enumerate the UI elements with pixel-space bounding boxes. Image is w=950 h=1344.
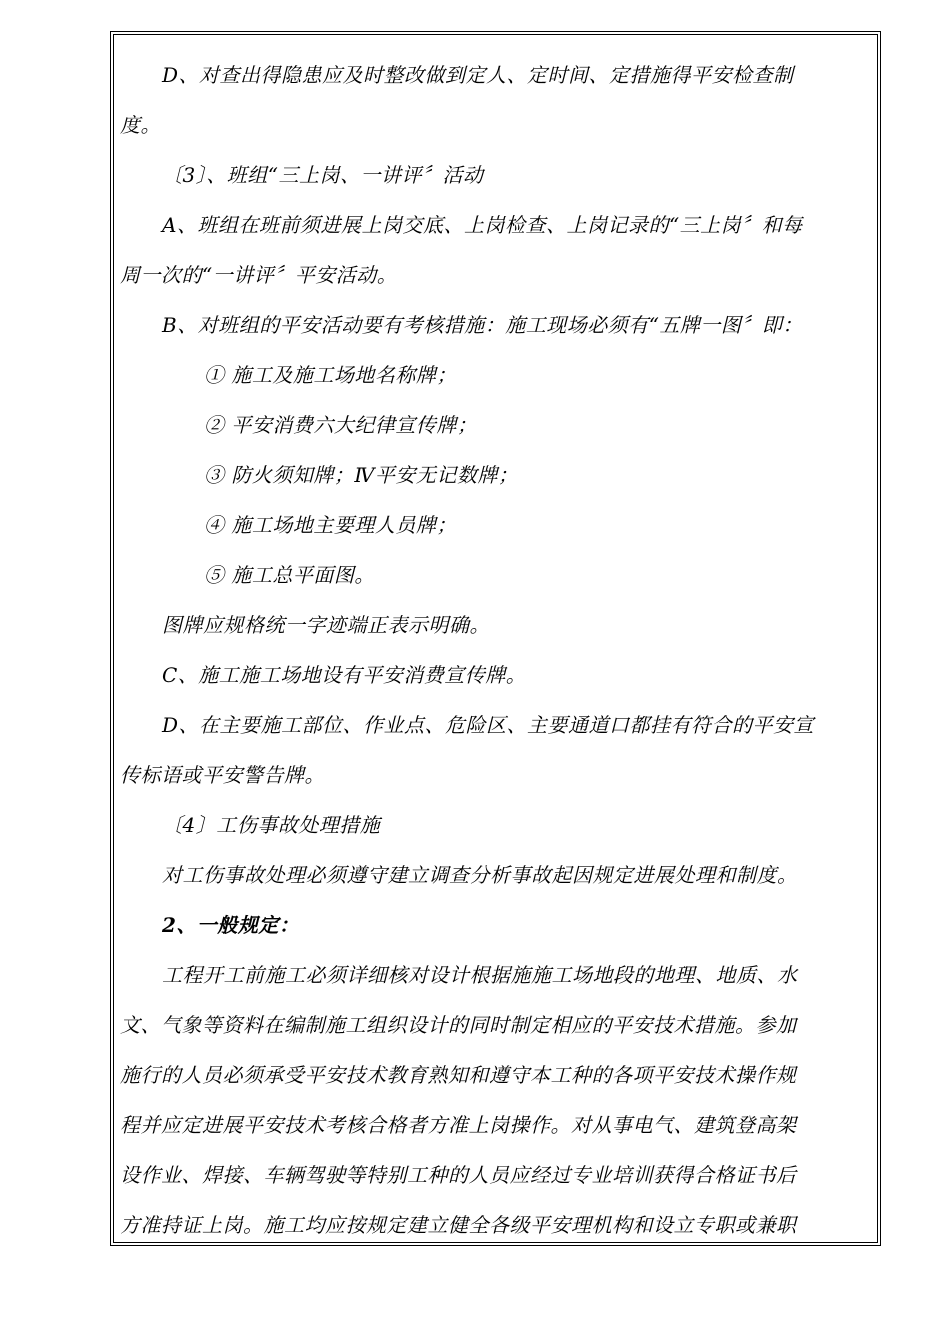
paragraph-line: A、班组在班前须进展上岗交底、上岗检查、上岗记录的“三上岗〞和每 [162,213,803,237]
section-heading: 〔3〕、班组“三上岗、一讲评〞活动 [162,163,484,187]
paragraph-line: 图牌应规格统一字迹端正表示明确。 [162,613,490,637]
paragraph-line: B、对班组的平安活动要有考核措施：施工现场必须有“五牌一图〞即： [162,313,803,337]
paragraph-line: 工程开工前施工必须详细核对设计根据施施工场地段的地理、地质、水 [162,963,798,987]
paragraph-line: 对工伤事故处理必须遵守建立调查分析事故起因规定进展处理和制度。 [162,863,798,887]
section-heading: 〔4〕工伤事故处理措施 [162,813,381,837]
paragraph-line: 传标语或平安警告牌。 [120,763,325,787]
paragraph-line: 施行的人员必须承受平安技术教育熟知和遵守本工种的各项平安技术操作规 [120,1063,797,1087]
list-item: ① 施工及施工场地名称牌； [204,363,457,387]
list-item: ② 平安消费六大纪律宣传牌； [204,413,478,437]
list-item: ⑤ 施工总平面图。 [204,563,375,587]
paragraph-line: 文、气象等资料在编制施工组织设计的同时制定相应的平安技术措施。参加 [120,1013,797,1037]
paragraph-line: 设作业、焊接、车辆驾驶等特别工种的人员应经过专业培训获得合格证书后 [120,1163,797,1187]
list-item: ③ 防火须知牌；Ⅳ平安无记数牌； [204,463,519,487]
document-body [120,50,872,1250]
paragraph-line: 方准持证上岗。施工均应按规定建立健全各级平安理机构和设立专职或兼职 [120,1213,797,1237]
paragraph-line: 周一次的“一讲评〞平安活动。 [120,263,398,287]
paragraph-line: 度。 [120,113,161,137]
paragraph-line: C、施工施工场地设有平安消费宣传牌。 [162,663,527,687]
section-heading: 2、一般规定： [162,913,300,937]
paragraph-line: 程并应定进展平安技术考核合格者方准上岗操作。对从事电气、建筑登高架 [120,1113,797,1137]
list-item: ④ 施工场地主要理人员牌； [204,513,457,537]
paragraph-line: D、对查出得隐患应及时整改做到定人、定时间、定措施得平安检查制 [162,63,794,87]
paragraph-line: D、在主要施工部位、作业点、危险区、主要通道口都挂有符合的平安宣 [162,713,815,737]
